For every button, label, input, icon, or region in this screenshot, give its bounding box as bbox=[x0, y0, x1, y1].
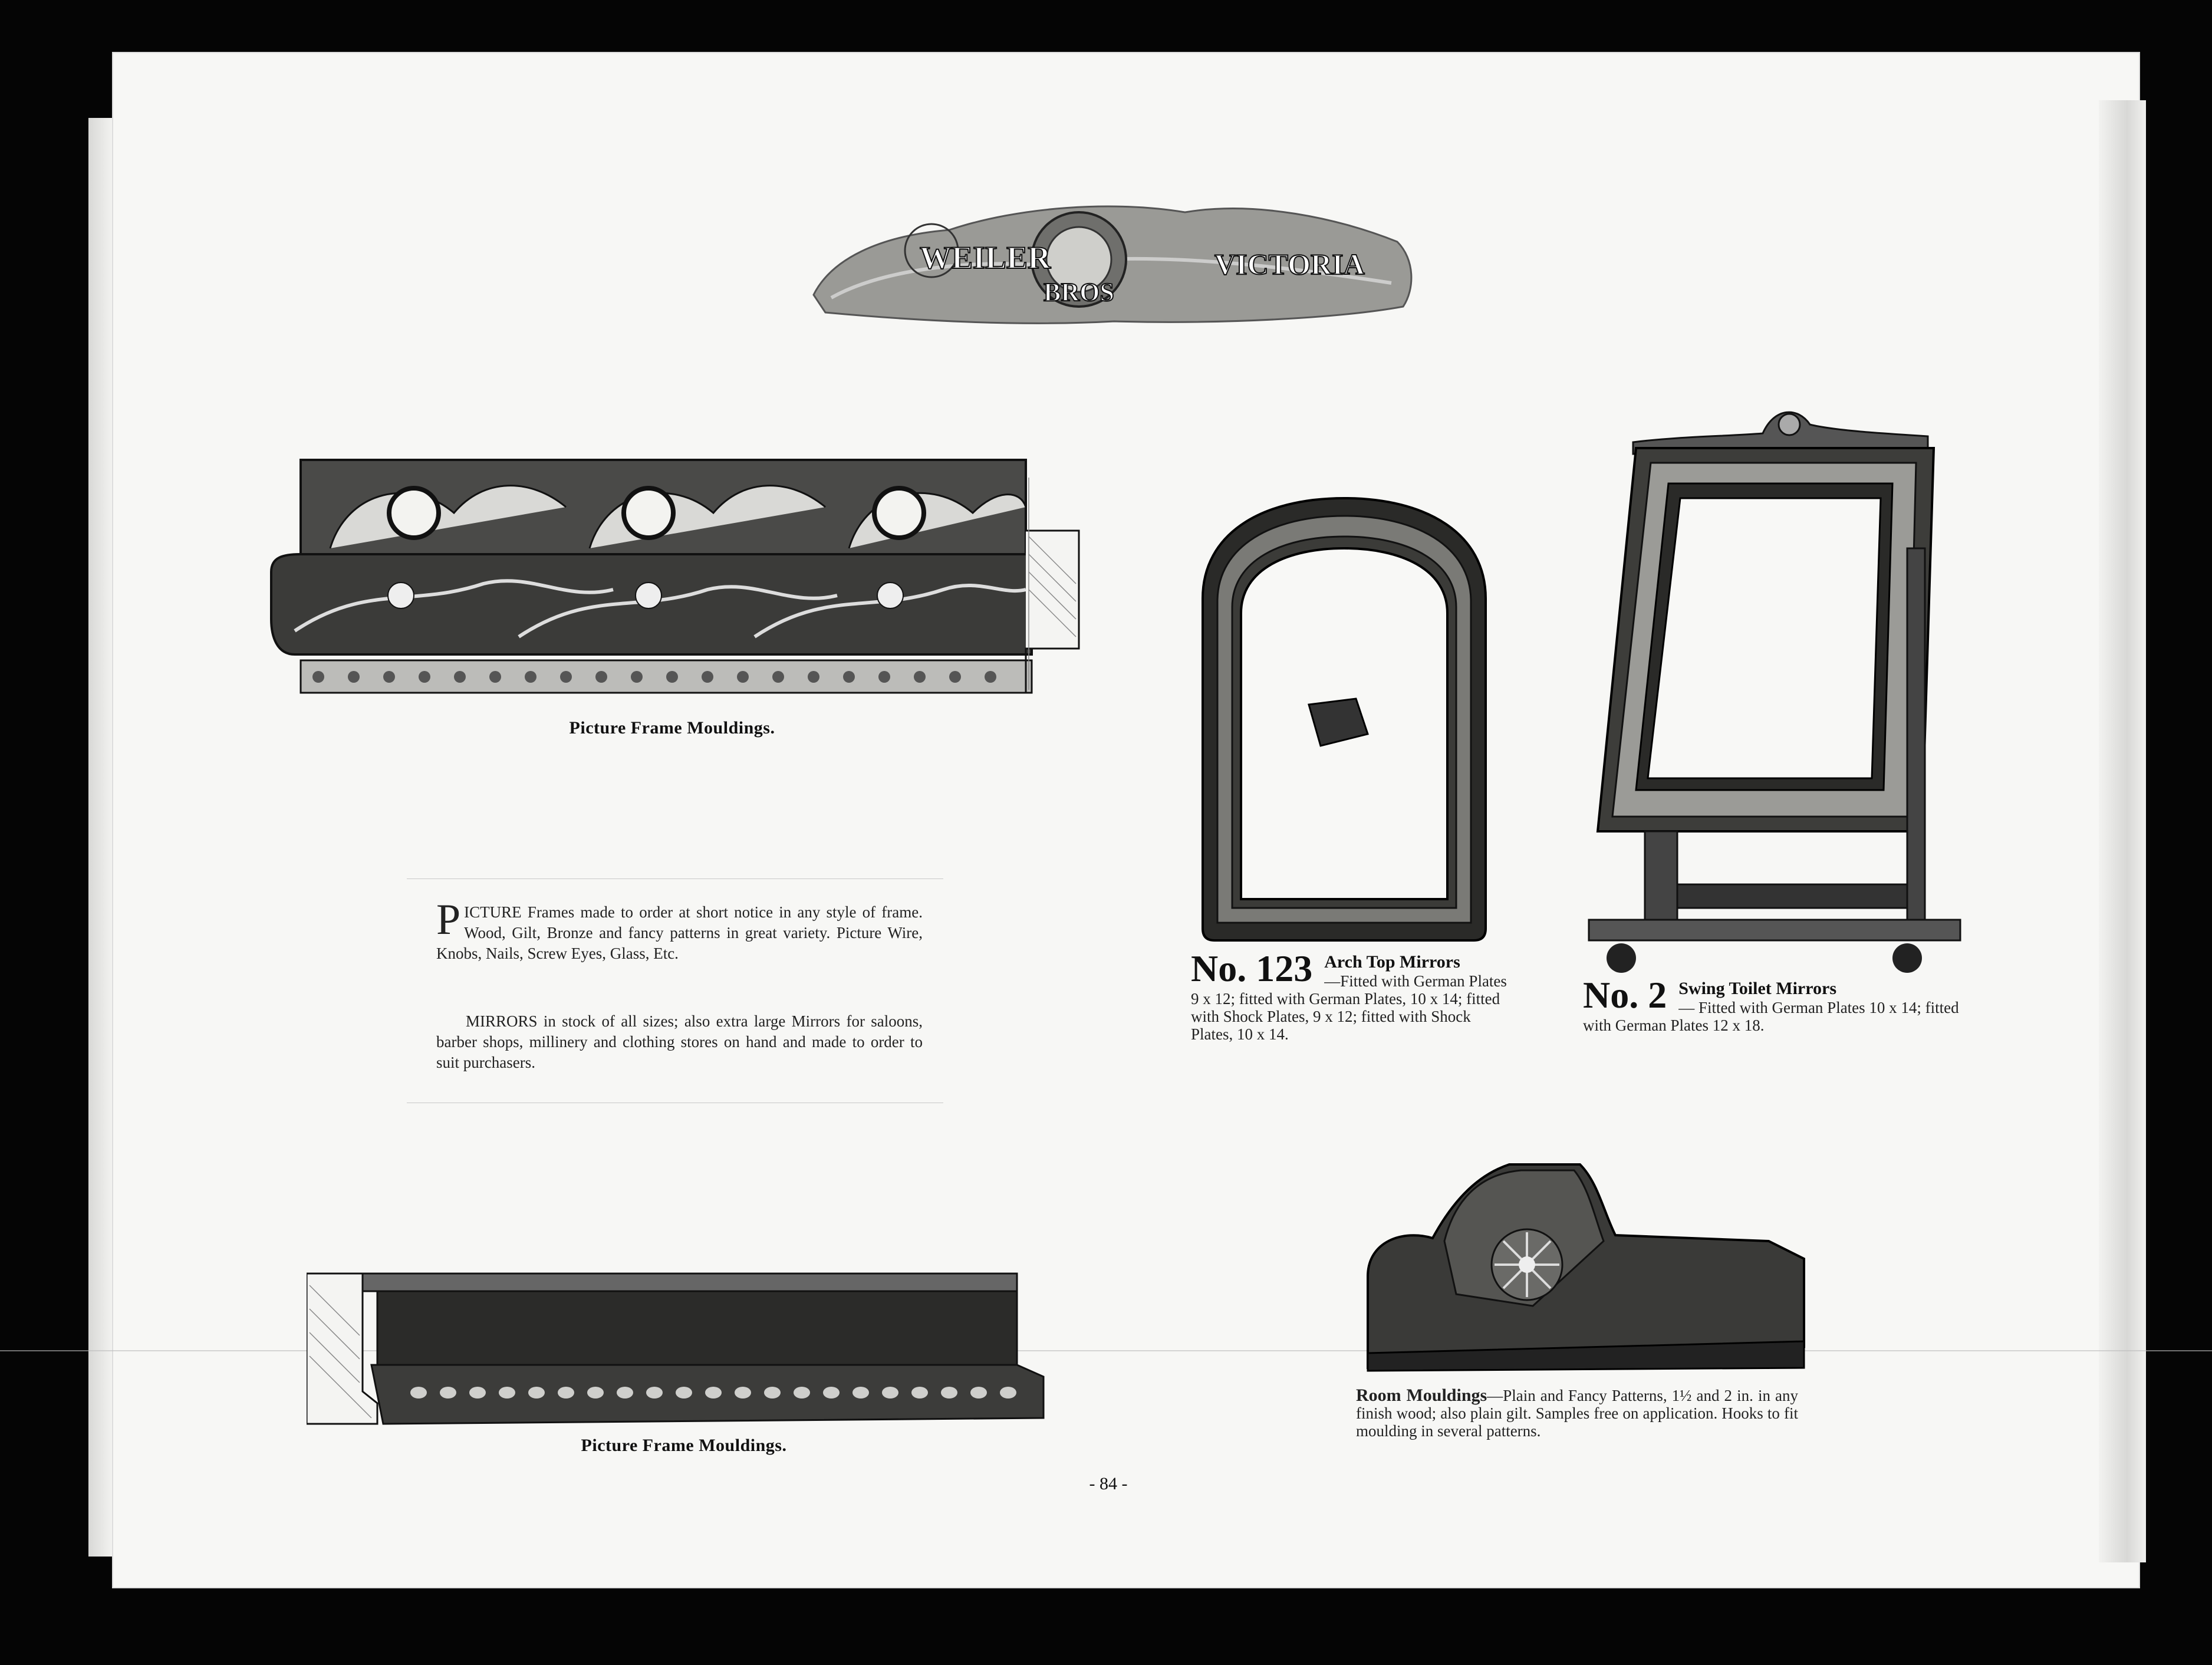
intro-top-rule bbox=[407, 878, 943, 879]
arch-mirror-text bbox=[1191, 947, 1512, 1043]
swing-toilet-mirror-illustration bbox=[1586, 401, 1969, 979]
room-moulding-text bbox=[1356, 1387, 1798, 1440]
weiler-bros-logo bbox=[808, 195, 1421, 330]
page-stack-right-edge bbox=[2099, 100, 2146, 1562]
arch-top-mirror-illustration bbox=[1191, 492, 1497, 946]
swing-mirror-description: — Fitted with German Plates 10 x 14; fitted with German Plates 12 x 18. bbox=[1583, 999, 1959, 1034]
intro-paragraph-1 bbox=[436, 896, 923, 964]
intro-paragraph-2: MIRRORS in stock of all sizes; also extra large Mirrors for saloons, barber shops, millinery and clothing stores on hand and made to order to suit purchasers. bbox=[436, 1012, 923, 1071]
top-moulding-caption: Picture Frame Mouldings. bbox=[569, 718, 775, 738]
intro-paragraph-1-text: ICTURE Frames made to order at short notice in any style of frame. Wood, Gilt, Bronze and fancy patterns in great variety. Picture Wire, Knobs, Nails, Screw Eyes, Glass, Etc. bbox=[436, 903, 923, 962]
swing-mirror-text bbox=[1583, 974, 1975, 1034]
carved-moulding-illustration bbox=[259, 454, 1085, 702]
room-moulding-title: Room Mouldings bbox=[1356, 1386, 1487, 1405]
arch-mirror-title: Arch Top Mirrors bbox=[1324, 952, 1460, 972]
swing-mirror-number: No. 2 bbox=[1583, 974, 1667, 1016]
page-number: - 84 - bbox=[1089, 1474, 1128, 1493]
arch-mirror-number: No. 123 bbox=[1191, 947, 1313, 989]
intro-dropcap: P bbox=[436, 896, 461, 944]
swing-mirror-title: Swing Toilet Mirrors bbox=[1678, 979, 1837, 998]
logo-text-bros: BROS bbox=[1044, 278, 1114, 307]
bottom-moulding-caption: Picture Frame Mouldings. bbox=[581, 1436, 787, 1455]
logo-text-victoria: VICTORIA bbox=[1214, 248, 1365, 281]
room-moulding-illustration bbox=[1356, 1159, 1810, 1383]
logo-text-weiler: WEILER bbox=[920, 240, 1051, 275]
room-moulding-description: —Plain and Fancy Patterns, 1½ and 2 in. in any finish wood; also plain gilt. Samples free on application. Hooks to fit moulding in several patterns. bbox=[1356, 1387, 1798, 1440]
arch-mirror-description: —Fitted with German Plates 9 x 12; fitted with German Plates, 10 x 14; fitted with Shock Plates, 9 x 12; fitted with Shock Plates, 10 x 14. bbox=[1191, 972, 1507, 1043]
plain-moulding-illustration bbox=[307, 1268, 1049, 1427]
page-stack-left-edge bbox=[88, 118, 112, 1557]
